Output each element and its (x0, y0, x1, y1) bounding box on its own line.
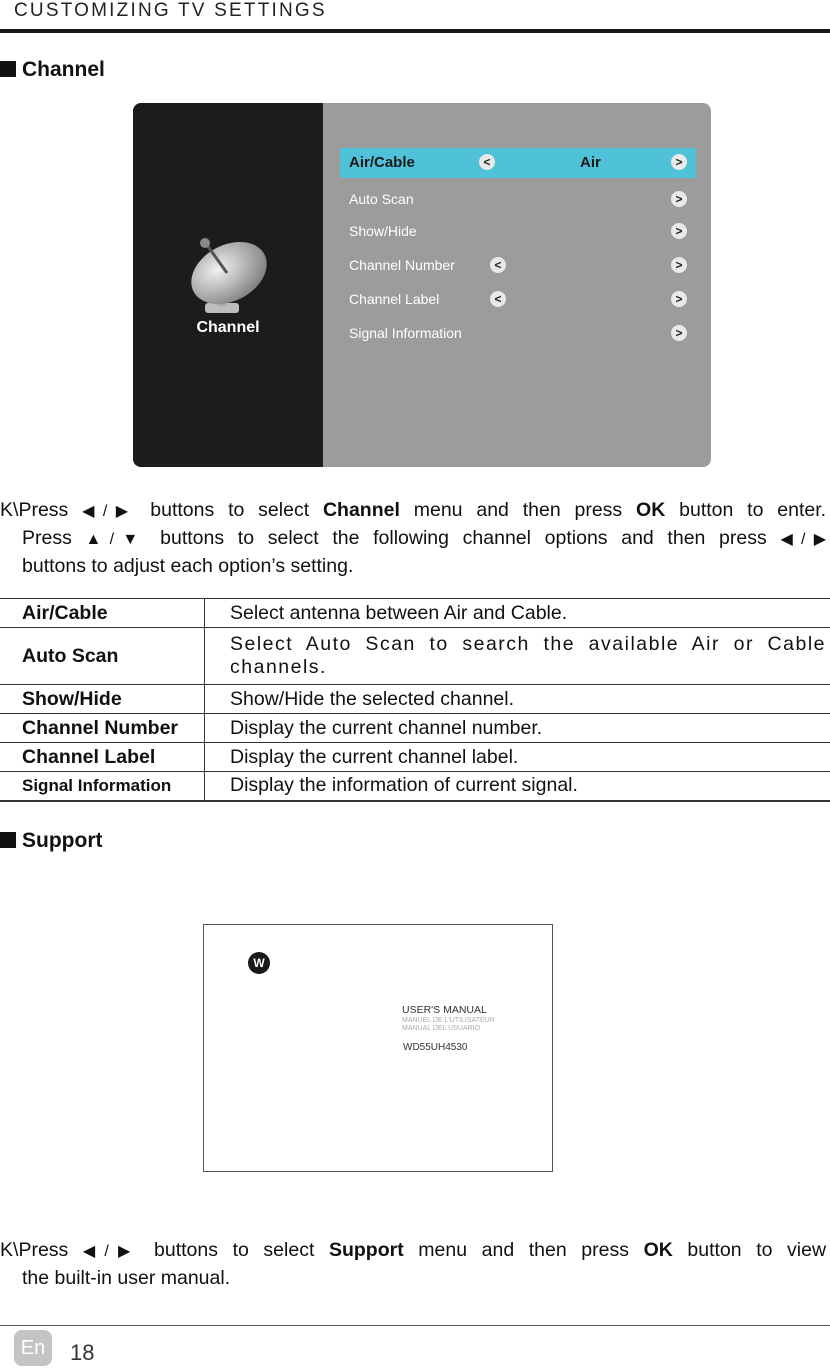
language-badge: En (14, 1330, 52, 1366)
ok-key: OK (636, 499, 666, 521)
chevron-right-icon[interactable]: > (671, 191, 687, 207)
option-name: Air/Cable (0, 599, 205, 628)
chevron-right-icon[interactable]: > (671, 154, 687, 170)
table-row (0, 685, 830, 714)
menu-name: Channel (322, 499, 400, 521)
support-heading (0, 829, 102, 853)
square-bullet-icon (0, 61, 16, 77)
menu-left-label: Channel (196, 319, 260, 336)
instruction-text: buttons to select (154, 1239, 315, 1261)
footer-rule (0, 1325, 830, 1326)
menu-row-label: Channel Number (349, 257, 455, 273)
instruction-line-2: the built-in user manual. (22, 1267, 231, 1289)
menu-row-air-cable[interactable] (340, 148, 696, 178)
instruction-text: menu and then press (418, 1239, 629, 1261)
menu-row-label: Channel Label (349, 291, 440, 307)
menu-row-channel-label[interactable] (340, 285, 696, 315)
instruction-line-1 (0, 497, 828, 525)
table-row (0, 714, 830, 743)
press-text: Press (22, 527, 72, 549)
menu-row-label: Air/Cable (349, 154, 415, 171)
chevron-right-icon[interactable]: > (671, 325, 687, 341)
chevron-left-icon[interactable]: < (479, 154, 495, 170)
option-description: Display the current channel number. (205, 714, 830, 743)
channel-heading-text: Channel (22, 58, 105, 81)
chevron-right-icon[interactable]: > (671, 291, 687, 307)
table-row (0, 743, 830, 772)
page-header-title: CUSTOMIZING TV SETTINGS (14, 0, 327, 21)
channel-heading (0, 58, 105, 82)
option-description: Show/Hide the selected channel. (205, 685, 830, 714)
option-name: Auto Scan (0, 628, 205, 685)
support-heading-text: Support (22, 829, 103, 852)
up-down-arrows-icon: ▲/▼ (85, 531, 147, 548)
menu-row-label: Show/Hide (349, 223, 417, 239)
option-description: Display the information of current signal. (205, 772, 830, 801)
instruction-text: menu and then press (413, 499, 623, 521)
instruction-text: button to enter. (679, 499, 827, 521)
left-right-arrows-icon: ◀/▶ (82, 503, 137, 520)
menu-row-label: Auto Scan (349, 191, 414, 207)
page-number: 18 (70, 1340, 95, 1365)
menu-name: Support (328, 1239, 404, 1261)
chevron-right-icon[interactable]: > (671, 223, 687, 239)
option-name: Channel Number (0, 714, 205, 743)
option-description: Display the current channel label. (205, 743, 830, 772)
manual-title-fr: MANUEL DE L'UTILISATEUR (402, 1017, 495, 1024)
option-name: Signal Information (0, 772, 205, 801)
left-right-arrows-icon: ◀/▶ (780, 531, 827, 548)
user-manual-cover (203, 924, 553, 1172)
left-right-arrows-icon: ◀/▶ (82, 1243, 140, 1260)
manual-title: USER'S MANUAL (402, 1004, 487, 1016)
chevron-left-icon[interactable]: < (490, 291, 506, 307)
chevron-left-icon[interactable]: < (490, 257, 506, 273)
instruction-text: button to view (687, 1239, 827, 1261)
press-text: Press (18, 1239, 69, 1261)
channel-options-table (0, 598, 830, 802)
option-description: Select antenna between Air and Cable. (205, 599, 830, 628)
ok-key: OK (643, 1239, 673, 1261)
menu-row-value: Air (580, 154, 601, 171)
option-name: Channel Label (0, 743, 205, 772)
menu-row-show-hide[interactable] (340, 217, 696, 247)
bullet-glyph: K\ (0, 499, 19, 521)
bullet-glyph: K\ (0, 1239, 19, 1261)
table-row (0, 628, 830, 685)
menu-row-channel-number[interactable] (340, 251, 696, 281)
chevron-right-icon[interactable]: > (671, 257, 687, 273)
model-number: WD55UH4530 (403, 1042, 468, 1053)
channel-menu-screenshot (133, 103, 711, 467)
channel-instructions (0, 497, 828, 579)
table-row (0, 772, 830, 801)
instruction-line-1 (0, 1237, 828, 1265)
menu-row-label: Signal Information (349, 325, 462, 341)
option-description: Select Auto Scan to search the available Air or Cable channels. (205, 628, 830, 685)
support-instructions (0, 1237, 828, 1291)
header-rule (0, 29, 830, 33)
menu-row-signal-information[interactable] (340, 319, 696, 349)
square-bullet-icon (0, 832, 16, 848)
instruction-text: buttons to select the following channel options and then press (160, 527, 767, 549)
menu-row-auto-scan[interactable] (340, 185, 696, 215)
option-name: Show/Hide (0, 685, 205, 714)
instruction-line-2 (0, 525, 828, 553)
brand-logo-icon: W (248, 952, 270, 974)
instruction-text: buttons to select (150, 499, 310, 521)
satellite-dish-icon (177, 231, 277, 321)
manual-title-es: MANUAL DEL USUARIO (402, 1025, 481, 1032)
instruction-line-3: buttons to adjust each option’s setting. (22, 555, 354, 577)
table-row (0, 599, 830, 628)
press-text: Press (18, 499, 69, 521)
